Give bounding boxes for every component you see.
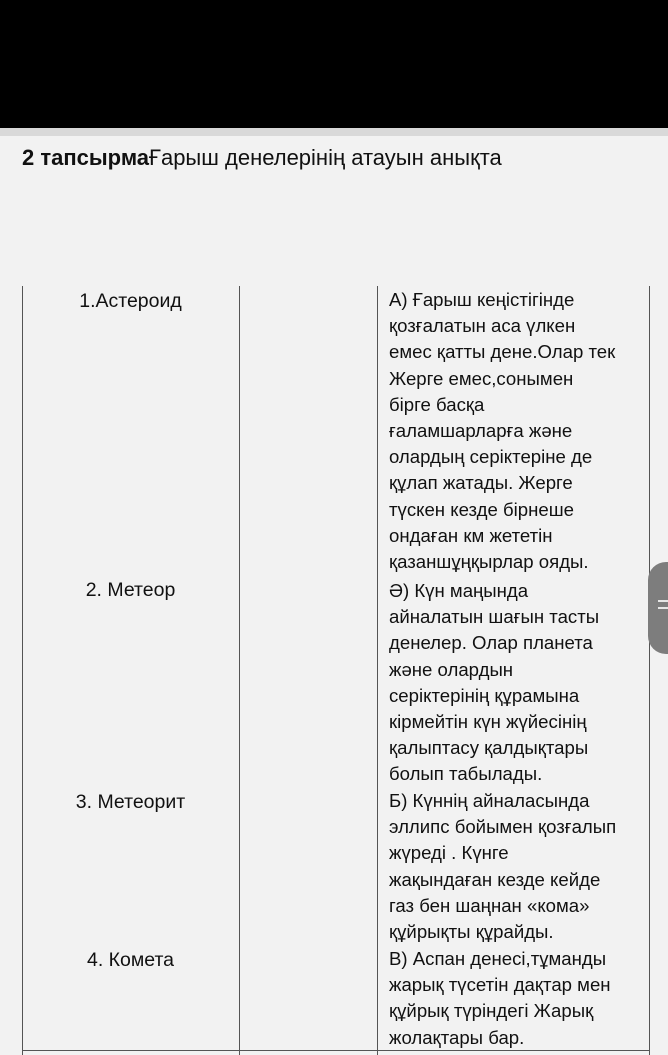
handle-lines-icon	[658, 600, 668, 614]
definition-b: Б) Күннің айналасында эллипс бойымен қозғалып жүреді . Күнге жақындаған кезде кейде газ бен шаңнан «кома» құйрықты құрайды.	[389, 790, 617, 943]
term-meteorite: 3. Метеорит	[75, 791, 186, 813]
side-handle[interactable]	[648, 562, 668, 654]
term-asteroid: 1.Астероид	[79, 290, 182, 312]
definition-ae: Ә) Күн маңында айналатын шағын тасты денелер. Олар планета және олардын серіктерінің құрамына кірмейтін күн жүйесінің қалыптасу қалдықтары болып табылады.	[389, 580, 600, 785]
task-label: 2 тапсырма	[22, 145, 150, 170]
task-text: Ғарыш денелерінің атауын анықта	[149, 145, 502, 170]
table-divider-2	[377, 286, 378, 1055]
definition-a: А) Ғарыш кеңістігінде қозғалатын аса үлкен емес қатты дене.Олар тек Жерге емес,сонымен бірге басқа ғаламшарларға және олардың серіктеріне де құлап жатады. Жерге түскен кезде бірнеше ондаған км жететін қазаншұңқырлар ояды.	[389, 289, 616, 573]
term-meteor: 2. Метеор	[85, 579, 176, 601]
divider-bar	[0, 128, 668, 136]
term-comet: 4. Комета	[86, 949, 175, 971]
definition-v: В) Аспан денесі,тұманды жарық түсетін дақтар мен құйрық түріндегі Жарық жолақтары бар.	[389, 948, 611, 1048]
top-black-bar	[0, 0, 668, 128]
task-heading	[22, 146, 502, 170]
matching-table	[22, 286, 650, 1055]
table-divider-1	[239, 286, 240, 1055]
table-border-left	[22, 286, 23, 1055]
